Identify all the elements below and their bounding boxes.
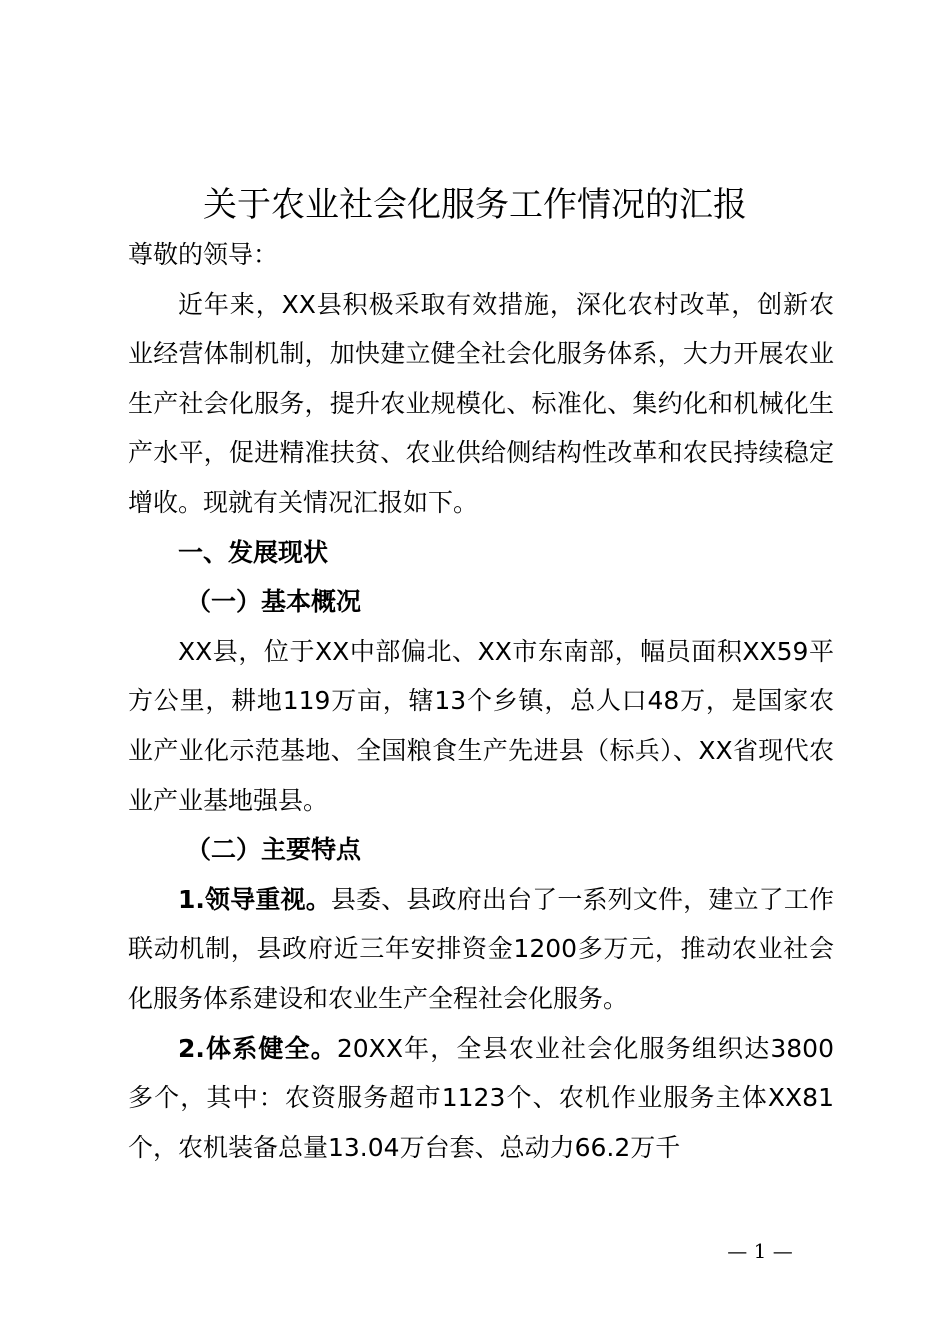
point-system-paragraph xyxy=(128,1024,834,1173)
document-body xyxy=(128,230,834,1172)
point-leadership-paragraph xyxy=(128,875,834,1024)
point-leadership-lead: 1.领导重视。 xyxy=(178,884,331,914)
salutation: 尊敬的领导： xyxy=(128,240,279,269)
section-heading-development-status: 一、发展现状 xyxy=(178,537,329,567)
basic-overview-paragraph: XX县，位于XX中部偏北、XX市东南部，幅员面积XX59平方公里，耕地119万亩，辖13个乡镇，总人口48万，是国家农业产业化示范基地、全国粮食生产先进县（标兵）、XX省现代农业产业基地强县。 xyxy=(128,636,834,815)
page-number: — 1 — xyxy=(727,1239,793,1263)
subsection-heading-basic-overview: （一）基本概况 xyxy=(186,587,362,617)
point-leadership-text: 县委、县政府出台了一系列文件，建立了工作联动机制，县政府近三年安排资金1200多万元，推动农业社会化服务体系建设和农业生产全程社会化服务。 xyxy=(128,884,834,1013)
point-system-text: 20XX年，全县农业社会化服务组织达3800多个，其中：农资服务超市1123个、农机作业服务主体XX81个，农机装备总量13.04万台套、总动力66.2万千 xyxy=(128,1033,834,1162)
intro-paragraph: 近年来，XX县积极采取有效措施，深化农村改革，创新农业经营体制机制，加快建立健全社会化服务体系，大力开展农业生产社会化服务，提升农业规模化、标准化、集约化和机械化生产水平，促进精准扶贫、农业供给侧结构性改革和农民持续稳定增收。现就有关情况汇报如下。 xyxy=(128,289,834,517)
point-system-lead: 2.体系健全。 xyxy=(178,1033,337,1063)
subsection-heading-main-features: （二）主要特点 xyxy=(186,835,362,865)
document-title: 关于农业社会化服务工作情况的汇报 xyxy=(203,185,747,225)
